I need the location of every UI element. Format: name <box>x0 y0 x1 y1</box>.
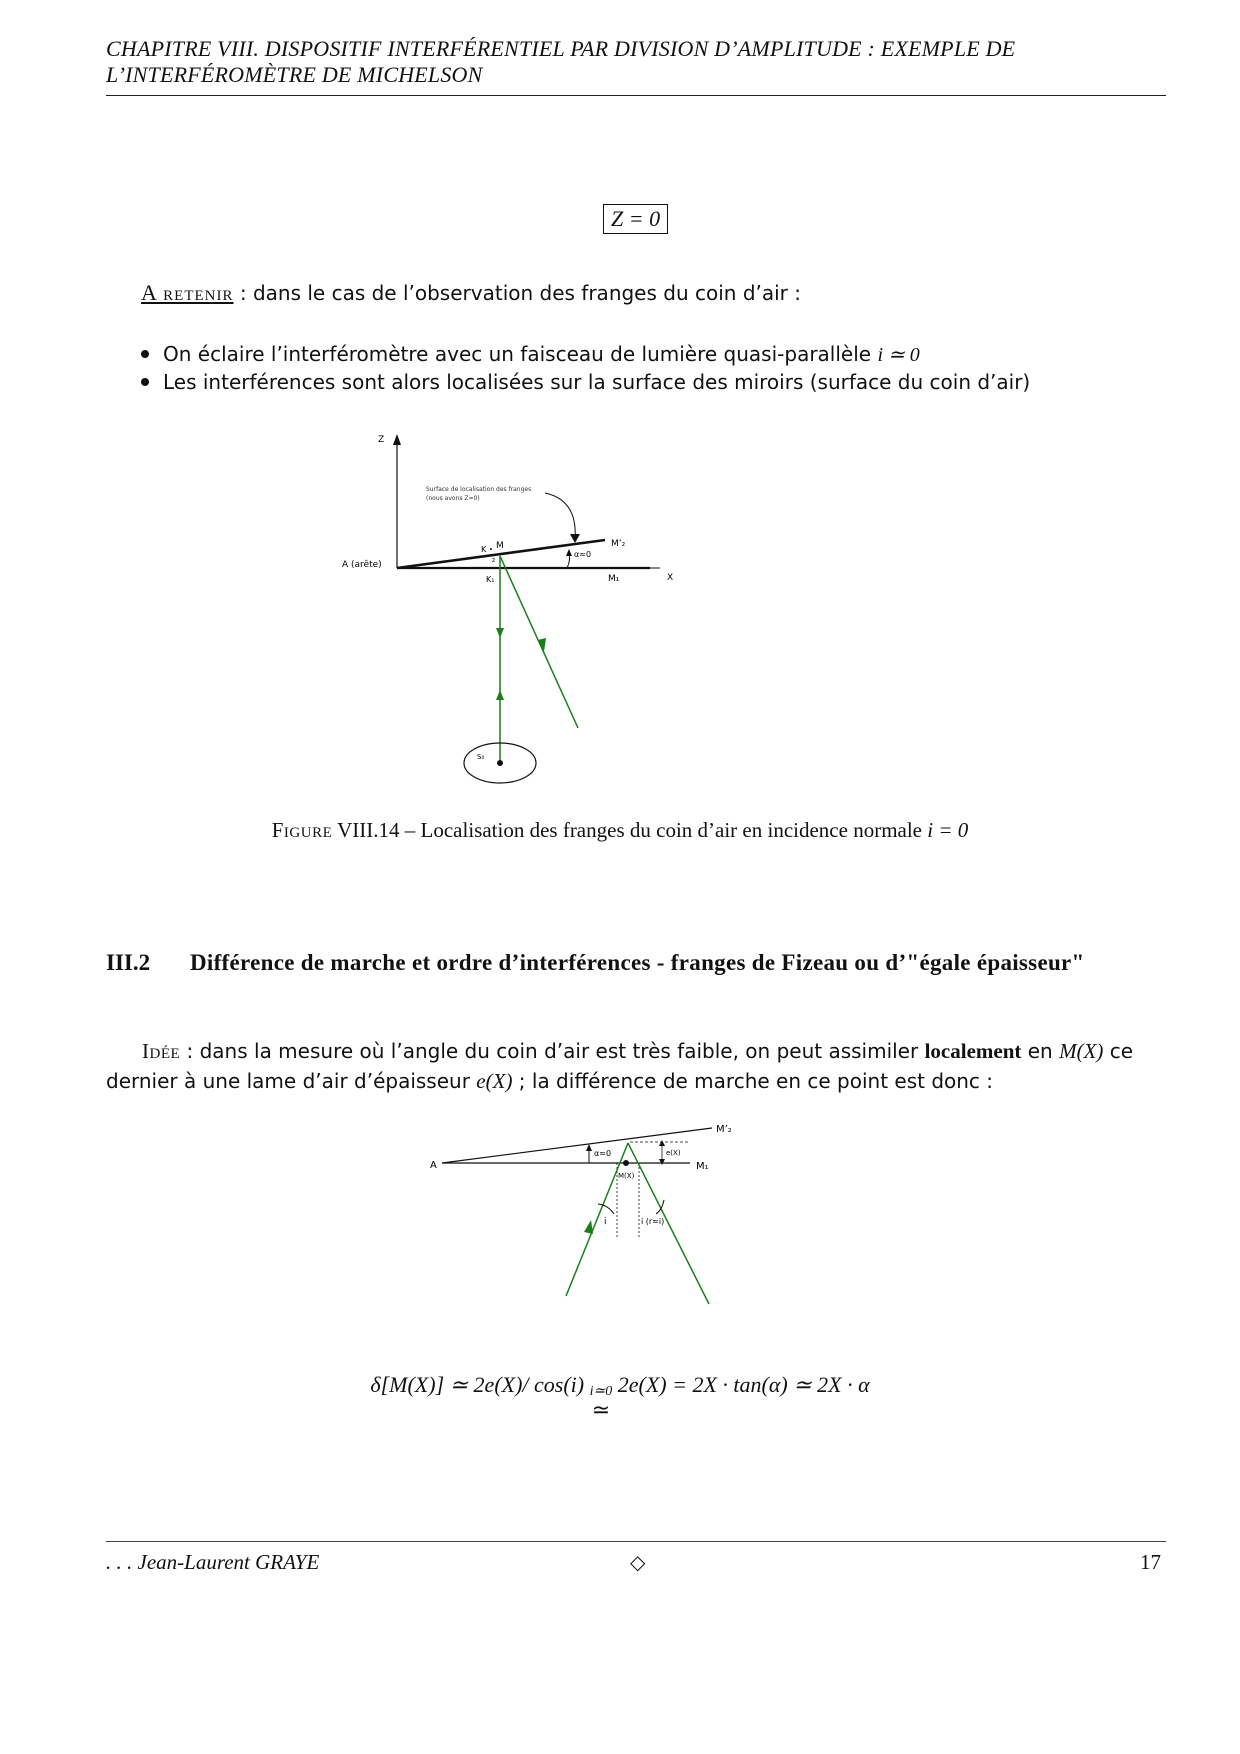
idee-math-2: e(X) <box>476 1069 513 1093</box>
caption-figure-label: Figure <box>271 818 333 842</box>
running-header <box>106 36 1166 88</box>
k1-label: K₁ <box>486 575 495 584</box>
idee-text-3: ce dernier à une lame d’air d’épaisseur <box>106 1039 1134 1093</box>
thickness-label: e(X) <box>666 1149 681 1157</box>
z-small-label: z <box>492 557 496 564</box>
z-axis-label: Z <box>378 435 385 445</box>
mirror-m2 <box>442 1128 712 1163</box>
alpha-label: α≈0 <box>594 1149 612 1158</box>
figure-14-diagram <box>330 425 690 795</box>
idee-label: Idée <box>142 1039 181 1063</box>
caption-math: i = 0 <box>927 818 969 842</box>
thickness-arrow-up-icon <box>659 1140 665 1146</box>
a-label: A <box>430 1160 437 1171</box>
equation-over: i≃0 <box>589 1384 613 1399</box>
retenir-line <box>141 280 801 306</box>
m2-label: M’₂ <box>716 1124 732 1135</box>
idee-bold: localement <box>924 1039 1022 1063</box>
section-number: III.2 <box>106 950 151 975</box>
bullet-item <box>141 342 1181 367</box>
page-number: 17 <box>1140 1550 1161 1574</box>
header-rule <box>106 95 1166 96</box>
idee-text-1: : dans la mesure où l’angle du coin d’air est très faible, on peut assimiler <box>180 1039 925 1063</box>
retenir-text: dans le cas de l’observation des franges du coin d’air : <box>252 281 801 305</box>
header-line-2: L’INTERFÉROMÈTRE DE MICHELSON <box>106 62 483 87</box>
figure-14-caption <box>0 818 1240 843</box>
equation-lhs: δ[M(X)] ≃ 2e(X)/ cos(i) <box>370 1372 590 1397</box>
m2-label: M’₂ <box>611 539 626 549</box>
annotation-arrow <box>545 493 575 540</box>
m-label: M <box>496 541 504 551</box>
caption-text: – Localisation des franges du coin d’air en incidence normale <box>399 818 928 842</box>
footer-author: . . . Jean-Laurent GRAYE <box>106 1550 320 1574</box>
m1-label: M₁ <box>608 574 620 584</box>
angle-r-label: i (r≈i) <box>641 1217 665 1226</box>
angle-i-label: i <box>604 1217 607 1227</box>
ray-arrow-up-icon <box>496 690 504 700</box>
alpha-label: α≈0 <box>574 550 592 559</box>
boxed-equation: Z = 0 <box>603 204 668 234</box>
bullet-text: Les interférences sont alors localisées sur la surface des miroirs (surface du coin d’air) <box>163 370 1031 394</box>
equation-approx-over <box>590 1385 613 1421</box>
thickness-arrow-down-icon <box>659 1159 665 1165</box>
annotation-line-2: (nous avons Z=0) <box>426 495 480 502</box>
idee-text-4: ; la différence de marche en ce point est donc : <box>512 1069 994 1093</box>
bullet-dot <box>141 350 149 358</box>
alpha-arrow-icon <box>566 549 572 556</box>
ray-arrow-up-icon <box>584 1220 593 1234</box>
footer-rule <box>106 1541 1166 1542</box>
idee-text-2: en <box>1021 1039 1060 1063</box>
equation-approx: ≃ <box>591 1397 611 1422</box>
header-line-1: CHAPITRE VIII. DISPOSITIF INTERFÉRENTIEL PAR DIVISION D’AMPLITUDE : EXEMPLE DE <box>106 36 1016 61</box>
bullet-math: i ≃ 0 <box>877 344 920 366</box>
section-title: Différence de marche et ordre d’interférences - franges de Fizeau ou d’"égale épaisseur" <box>190 950 1085 975</box>
figure-15-diagram <box>420 1110 740 1310</box>
x-axis-label: X <box>667 573 674 583</box>
incident-ray <box>566 1143 628 1296</box>
m1-label: M₁ <box>696 1161 709 1172</box>
path-difference-equation <box>0 1372 1240 1421</box>
z-axis-arrow-icon <box>393 434 401 445</box>
annotation-arrowhead-icon <box>570 534 580 543</box>
k-label: K <box>481 545 487 554</box>
mx-label: M(X) <box>618 1172 635 1180</box>
equation-rhs: 2e(X) = 2X · tan(α) ≃ 2X · α <box>612 1372 870 1397</box>
bullet-text: On éclaire l’interféromètre avec un faisceau de lumière quasi-parallèle <box>163 342 878 366</box>
idee-paragraph <box>106 1036 1166 1096</box>
edge-label: A (arête) <box>342 560 382 570</box>
retenir-colon: : <box>233 281 253 305</box>
retenir-label: A retenir <box>141 280 234 305</box>
point-mx <box>623 1160 629 1166</box>
bullet-item <box>141 370 1181 394</box>
footer-diamond-icon: ◇ <box>630 1552 646 1574</box>
k-point <box>490 548 492 550</box>
source-label: S₀ <box>477 753 485 761</box>
ray-arrow-down-icon <box>496 628 504 638</box>
caption-figure-number: VIII.14 <box>337 818 400 842</box>
bullet-dot <box>141 378 149 386</box>
source-point <box>497 760 503 766</box>
annotation-line-1: Surface de localisation des franges <box>426 486 532 493</box>
alpha-arrow-icon <box>586 1144 592 1151</box>
idee-math-1: M(X) <box>1059 1039 1104 1063</box>
